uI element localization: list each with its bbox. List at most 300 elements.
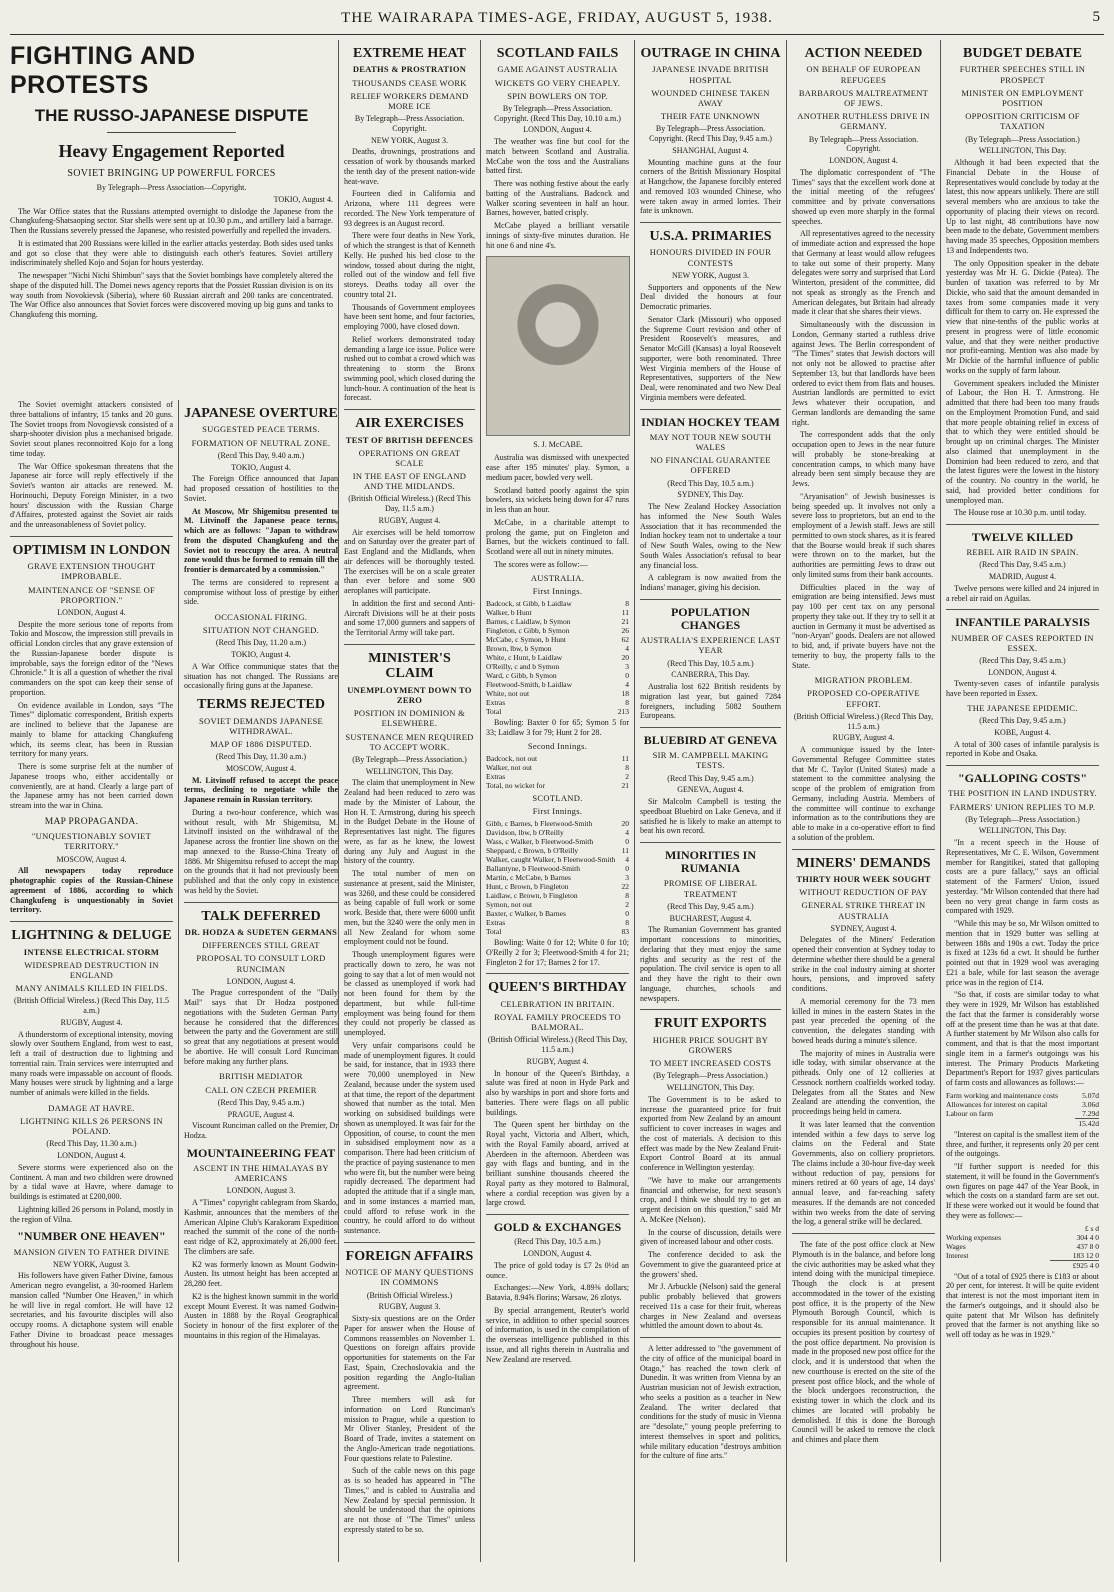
dispute-headline: THE RUSSO-JAPANESE DISPUTE bbox=[34, 106, 309, 125]
overture-credit: (Recd This Day, 9.40 a.m.) bbox=[217, 450, 305, 460]
firing-credit: (Recd This Day, 11.20 a.m.) bbox=[215, 638, 307, 648]
outrage-dateline: SHANGHAI, August 4. bbox=[672, 145, 749, 155]
article-paragraph: Senator Clark (Missouri) who opposed the Supreme Court revision and other of President Roosevelt's measures, and Senator McGill (Kansas) a loyal Roosevelt supporter, were both renominated. Three West Virginia members of the House of Representatives, supporters of the New Deal, were renominated and two New Deal Virginia members were defeated. bbox=[640, 314, 781, 402]
queen-sub: ROYAL FAMILY PROCEEDS TO BALMORAL. bbox=[494, 1011, 621, 1033]
terms-credit: (Recd This Day, 11.30 a.m.) bbox=[215, 752, 307, 762]
air-dateline: RUGBY, August 4. bbox=[378, 515, 441, 525]
table-row: Gibb, c Barnes, b Fleetwood-Smith 20 bbox=[486, 819, 629, 829]
table-row: 15.42d bbox=[946, 1118, 1099, 1128]
article-paragraph: The claim that unemployment in New Zealand had been reduced to zero was made by the Minister of Labour, the Hon H. T. Armstrong, during his speech in the Budget Debate in the House of Representatives last night. The figures were, as far as he knew, the lowest during any July and August in the history of the country. bbox=[344, 778, 475, 866]
article-paragraph: The majority of mines in Australia were idle today, with similar observance at the pitheads. Only one of 12 collieries at Cessnock northern coalfields worked today. Delegates from all the States and New Zealand are attending the convention, the proceedings being held in camera. bbox=[792, 1048, 935, 1117]
dispute-deck: SOVIET BRINGING UP POWERFUL FORCES bbox=[67, 168, 276, 179]
miners-sub: THIRTY HOUR WEEK SOUGHT bbox=[796, 873, 931, 884]
article-paragraph: Fourteen died in California and Arizona, where 111 degrees were recorded. The New York temperature of 93 degrees is an August record. bbox=[344, 189, 475, 228]
table-row: Brown, lbw, b Symon 4 bbox=[486, 644, 629, 654]
heaven-headline: "NUMBER ONE HEAVEN" bbox=[17, 1229, 166, 1244]
foreign-sub: NOTICE OF MANY QUESTIONS IN COMMONS bbox=[345, 1267, 474, 1288]
map-sub: "UNQUESTIONABLY SOVIET TERRITORY." bbox=[31, 831, 152, 852]
article-paragraph: Twelve persons were killed and 24 injured in a rebel air raid on Aguilas. bbox=[946, 583, 1099, 603]
miners-sub: GENERAL STRIKE THREAT IN AUSTRALIA bbox=[801, 900, 926, 921]
photo-caption: S. J. McCABE. bbox=[533, 440, 583, 450]
table-row: Walker, caught Walker, b Fleetwood-Smith 4 bbox=[486, 855, 629, 865]
article-paragraph: The diplomatic correspondent of "The Times" says that the excellent work done at the initial meeting of the refugees' committee and by private conversations showed up even more sharply in the formal speeches. bbox=[792, 167, 935, 226]
article-paragraph: Mounting machine guns at the four corners of the British Missionary Hospital at Hangchow, the Japanese forcibly entered and removed 103 wounded Chinese, who were taken away in armed lorries. Their fate is unknown. bbox=[640, 157, 781, 216]
table-row: Allowances for interest on capital 3.06d bbox=[946, 1099, 1099, 1109]
article-paragraph: The New Zealand Hockey Association has informed the New South Wales Association that it has recommended the Indian hockey team not to undertake a tour of New South Wales, owing to the New South Wales Association's refusal to bear any financial loss. bbox=[640, 502, 781, 570]
queen-credit: (British Official Wireless.) (Recd This Day, 11.5 a.m.) bbox=[487, 1035, 628, 1055]
article-paragraph: Twenty-seven cases of infantile paralysis have been reported in Essex. bbox=[946, 679, 1099, 699]
standard-farm-table bbox=[946, 1224, 1099, 1270]
banner-headline: FIGHTING AND PROTESTS bbox=[10, 42, 196, 99]
article-paragraph: A communique issued by the Inter-Governmental Refugee Committee states that Mr C. Taylor (United States) made a statement to the committee analysing the scope of the problem of emigration from Germany, including Austria. Members of the committee will continue to exchange information as to the contributions they are able to make in a co-operative effort to find a solution of the problem. bbox=[792, 745, 935, 842]
hockey-credit: (Recd This Day, 10.5 a.m.) bbox=[667, 478, 754, 488]
column-4 bbox=[634, 40, 786, 1562]
article-paragraph: "Interest on capital is the smallest item of the three, and further, it represents only 20 per cent of the outgoings. bbox=[946, 1129, 1099, 1159]
article-paragraph: It is estimated that 200 Russians were killed in the earlier attacks yesterday. Both sides used tanks and got so close that they were able to distinguish each other's features. Soviet artillery indiscriminately shelled Kojo and Sojan for hours yesterday. bbox=[10, 238, 333, 268]
lightning-sub: WIDESPREAD DESTRUCTION IN ENGLAND bbox=[24, 959, 159, 980]
minister-sub: SUSTENANCE MEN REQUIRED TO ACCEPT WORK. bbox=[345, 731, 474, 752]
rumania-dateline: BUCHAREST, August 4. bbox=[669, 913, 752, 923]
optimism-headline: OPTIMISM IN LONDON bbox=[12, 542, 171, 558]
action-headline: ACTION NEEDED bbox=[804, 46, 923, 61]
heat-dateline: NEW YORK, August 3. bbox=[370, 135, 449, 145]
table-row: Wass, c Walker, b Fleetwood-Smith 0 bbox=[486, 837, 629, 847]
table-row: O'Reilly, c and b Symon 3 bbox=[486, 662, 629, 672]
talk-sub: PROPOSAL TO CONSULT LORD RUNCIMAN bbox=[196, 953, 326, 974]
galloping-dateline: WELLINGTON, This Day. bbox=[978, 826, 1067, 836]
article-paragraph: In addition the first and second Anti-Aircraft Divisions will be at their posts and some 17,000 gunners and sappers of the Territorial Army will take part. bbox=[344, 598, 475, 638]
queen-headline: QUEEN'S BIRTHDAY bbox=[488, 980, 627, 996]
bluebird-headline: BLUEBIRD AT GENEVA bbox=[643, 733, 778, 748]
column-6 bbox=[940, 40, 1104, 1562]
twelve-sub: REBEL AIR RAID IN SPAIN. bbox=[966, 547, 1079, 558]
firing-dateline: TOKIO, August 4. bbox=[231, 650, 291, 660]
article-paragraph: A cablegram is now awaited from the Indians' manager, giving his decision. bbox=[640, 573, 781, 593]
article-paragraph: "If further support is needed for this statement, it will be found in the Government's own figures on page 447 of the Year Book, in which the costs on a standard farm are set out. If these were worked out it would be found that they were as follows:— bbox=[946, 1162, 1099, 1220]
article-paragraph: A memorial ceremony for the 73 men killed in mines in the eastern States in the past year preceded the opening of the convention, the delegates standing with bowed heads during a minute's silence. bbox=[792, 996, 935, 1045]
mountain-dateline: LONDON, August 3. bbox=[226, 1186, 296, 1196]
article-paragraph: Scotland batted poorly against the spin bowlers, six wickets being down for 47 runs in less than an hour. bbox=[486, 485, 629, 515]
sco-scorecard bbox=[486, 819, 629, 936]
page-number: 5 bbox=[1092, 9, 1100, 25]
fruit-sub: HIGHER PRICE SOUGHT BY GROWERS bbox=[652, 1034, 769, 1055]
gold-credit: (Recd This Day, 10.5 a.m.) bbox=[514, 1237, 601, 1247]
primaries-headline: U.S.A. PRIMARIES bbox=[649, 229, 772, 245]
talk-sub: DR. HODZA & SUDETEN GERMANS bbox=[184, 926, 338, 937]
optimism-sub: MAINTENANCE OF "SENSE OF PROPORTION." bbox=[27, 584, 156, 605]
mountain-headline: MOUNTAINEERING FEAT bbox=[186, 1145, 336, 1160]
air-sub: TEST OF BRITISH DEFENCES bbox=[345, 434, 474, 445]
article-paragraph: Relief workers demonstrated today demanding a large ice issue. Police were rushed out to combat a crowd which was threatening to storm the Bronx swimming pool, which closed during the lunch-hour. A continuation of the heat is forecast. bbox=[344, 334, 475, 403]
table-row: Wages 437 8 0 bbox=[946, 1241, 1099, 1251]
fruit-dateline: WELLINGTON, This Day. bbox=[666, 1083, 755, 1093]
rumania-sub: PROMISE OF LIBERAL TREATMENT bbox=[663, 878, 758, 899]
outrage-sub: WOUNDED CHINESE TAKEN AWAY bbox=[651, 87, 770, 108]
optimism-sub: GRAVE EXTENSION THOUGHT IMPROBABLE. bbox=[27, 561, 156, 582]
aus-second: Second Innings. bbox=[527, 740, 588, 751]
masthead-title: THE WAIRARAPA TIMES-AGE, FRIDAY, AUGUST 5, 1938. bbox=[341, 10, 773, 26]
article-paragraph: Delegates of the Miners' Federation opened their convention at Sydney today to determine whether there should be a general strike in the coal industry aiming at shorter hours, pensions, and improved safety conditions. bbox=[792, 935, 935, 994]
table-row: Total 83 bbox=[486, 927, 629, 937]
article-paragraph: There is some surprise felt at the number of Japanese troops who, either accidentally or conveniently, are at hand. Clearly a large part of the Japanese army has not been carried down stream into the war in China. bbox=[10, 762, 173, 811]
engagement-subhead: Heavy Engagement Reported bbox=[58, 141, 285, 161]
article-paragraph: Air exercises will be held tomorrow and on Saturday over the greater part of East England and the Midlands, when air defences will be thoroughly tested. The exercises will be on a scale greater than ever before and some 900 aeroplanes will participate. bbox=[344, 527, 475, 596]
firing-headline: OCCASIONAL FIRING. bbox=[214, 612, 308, 623]
map-headline: MAP PROPAGANDA. bbox=[44, 816, 139, 827]
heat-credit: By Telegraph—Press Association. Copyright. bbox=[354, 114, 465, 133]
overture-sub: FORMATION OF NEUTRAL ZONE. bbox=[191, 437, 331, 448]
table-row: Badcock, st Gibb, b Laidlaw 8 bbox=[486, 599, 629, 609]
primaries-dateline: NEW YORK, August 3. bbox=[671, 270, 750, 280]
air-credit: (British Official Wireless.) (Recd This Day, 11.5 a.m.) bbox=[348, 494, 471, 514]
action-sub: BARBAROUS MALTREATMENT OF JEWS. bbox=[798, 87, 929, 108]
article-paragraph: By special arrangement, Reuter's world service, in addition to other special sources of information, is used in the compilation of the overseas intelligence published in this issue, and all rights therein in Australia and New Zealand are reserved. bbox=[486, 1305, 629, 1364]
article-paragraph: The Queen spent her birthday on the Royal yacht, Victoria and Albert, which, with the Royal Family aboard, arrived at Aberdeen in the afternoon. Aberdeen was gay with flags and bunting, and in the brilliant sunshine thousands cheered the Royal party as they motored to Balmoral, where a cordial reception was given by a large crowd. bbox=[486, 1120, 629, 1208]
sco-innings: First Innings. bbox=[532, 805, 583, 816]
article-paragraph: Such of the cable news on this page as is so headed has appeared in "The Times," and is cabled to Australia and New Zealand by special permission. It should be understood that the opinions are not those of "The Times" unless expressly stated to be so. bbox=[344, 1466, 475, 1534]
heaven-dateline: NEW YORK, August 3. bbox=[52, 1259, 131, 1269]
table-row: Walker, not out 8 bbox=[486, 762, 629, 772]
budget-headline: BUDGET DEBATE bbox=[963, 46, 1082, 61]
mediator-credit: (Recd This Day, 9.45 a.m.) bbox=[217, 1097, 305, 1107]
article-paragraph: K2 was formerly known as Mount Godwin-Austen. Its utmost height has been accepted at 28,280 feet. bbox=[184, 1259, 338, 1289]
budget-sub: OPPOSITION CRITICISM OF TAXATION bbox=[965, 111, 1080, 132]
galloping-sub: THE POSITION IN LAND INDUSTRY. bbox=[948, 788, 1097, 799]
article-paragraph: Thousands of Government employees have been sent home, and four factories, employing 7000, have closed down. bbox=[344, 302, 475, 332]
terms-sub: SOVIET DEMANDS JAPANESE WITHDRAWAL. bbox=[198, 715, 324, 736]
article-paragraph: The War Office spokesman threatens that the Japanese air force will reply effectively if the Soviet's wanton air attacks are renewed. M. Horinouchi, Deputy Foreign Minister, in a two hours' discussion with the Russian Charge d'Affaires, protested against the Soviet air raids and the unreasonableness of Soviet policy. bbox=[10, 461, 173, 529]
minister-sub: UNEMPLOYMENT DOWN TO ZERO bbox=[347, 684, 472, 705]
table-row: Working expenses 304 4 0 bbox=[946, 1232, 1099, 1242]
scotland-sub: GAME AGAINST AUSTRALIA bbox=[497, 64, 618, 75]
overture-sub: SUGGESTED PEACE TERMS. bbox=[202, 424, 320, 435]
outrage-sub: JAPANESE INVADE BRITISH HOSPITAL bbox=[652, 64, 769, 85]
aus-innings: First Innings. bbox=[532, 585, 583, 596]
foreign-credit: (British Official Wireless.) bbox=[366, 1290, 453, 1300]
primaries-sub: HONOURS DIVIDED IN FOUR CONTESTS bbox=[649, 247, 772, 268]
air-headline: AIR EXERCISES bbox=[355, 416, 464, 432]
talk-sub: DIFFERENCES STILL GREAT bbox=[202, 940, 320, 951]
action-sub: ANOTHER RUTHLESS DRIVE IN GERMANY. bbox=[797, 111, 930, 132]
article-paragraph: "Aryanisation" of Jewish businesses is being speeded up. It involves not only a severe loss to proprietors, but an end to the employment of a Jewish staff. Jews are still permitted to own stock shares, as it is feared that the Bourse would break if such shares were thrown on to the market, but the authorities are permitting Jews to draw out only limited sums from their bank accounts. bbox=[792, 491, 935, 579]
article-paragraph: On evidence available in London, says "The Times'" diplomatic correspondent, British experts are inclined to believe that the Japanese are mainly to blame for attacking Changkufeng which, its seems clear, has been in Russian territory for many years. bbox=[10, 700, 173, 759]
article-paragraph: In the course of discussion, details were given of increased labour and other costs. bbox=[640, 1227, 781, 1247]
mediator-sub: CALL ON CZECH PREMIER bbox=[205, 1084, 317, 1095]
masthead bbox=[10, 0, 1104, 35]
paralysis-credit: (Recd This Day, 9.45 a.m.) bbox=[979, 655, 1066, 665]
twelve-dateline: MADRID, August 4. bbox=[988, 572, 1057, 582]
minister-dateline: WELLINGTON, This Day. bbox=[365, 766, 454, 776]
bluebird-credit: (Recd This Day, 9.45 a.m.) bbox=[667, 773, 754, 783]
column-5 bbox=[786, 40, 940, 1562]
outrage-headline: OUTRAGE IN CHINA bbox=[640, 46, 781, 61]
table-row: Ballantyne, b Fleetwood-Smith 0 bbox=[486, 864, 629, 874]
article-paragraph: "In a recent speech in the House of Representatives, Mr C. E. Wilson, Government member for Rangitikei, stated that galloping costs are a pure fallacy," says an official statement of the Farmers' Union, issued yesterday. "Mr Wilson contended that there had been no very great change in farm costs as compared with 1929. bbox=[946, 838, 1099, 916]
foreign-dateline: RUGBY, August 3. bbox=[378, 1302, 441, 1312]
budget-sub: FURTHER SPEECHES STILL IN PROSPECT bbox=[959, 64, 1086, 85]
article-paragraph: There were four deaths in New York, of which the strangest is that of Kenneth Kelly. He pushed his bed close to the window, tossed about during the night, rolled out of the window and fell five storeys. Deaths today all over the country total 21. bbox=[344, 231, 475, 299]
lightning-sub: INTENSE ELECTRICAL STORM bbox=[23, 946, 160, 957]
table-row: Extras 8 bbox=[486, 698, 629, 708]
scotland-credit: By Telegraph—Press Association. Copyright. (Recd This Day, 10.10 a.m.) bbox=[494, 103, 621, 123]
article-paragraph: The only Opposition speaker in the debate yesterday was Mr H. G. Dickie (Patea). The burden of taxation was referred to by Mr Dickie, who said that the amount demanded in taxes from some companies made it very difficult for them to carry on. He expressed the view that nine-tenths of the public works at present in progress were of little economic value, and that they were neither productive nor profit-earning. Mention was also made by Mr Dickie of the harmful influence of public works on the supply of farm labour. bbox=[946, 258, 1099, 375]
terms-dateline: MOSCOW, August 4. bbox=[226, 763, 296, 773]
article-paragraph: The fate of the post office clock at New Plymouth is in the balance, and before long the civic authorities may be asked what they intend doing with the municipal timepiece. Though the clock is at present accommodated in the tower of the existing post office, it is the property of the New Plymouth Borough Council, which is responsible for its annual maintenance. It occupies its present position by courtesy of the post office department. No provision is made in the proposed new post office for the clock, and it is understood that when the new courthouse is erected on the site of the present post office block, and the whole of the block undergoes reconstruction, the existing tower in which the clock and its chimes are located will probably be demolished. If this is done the Borough Council will be asked to remove the clock and chimes and place them bbox=[792, 1240, 935, 1445]
heat-sub: DEATHS & PROSTRATION bbox=[352, 64, 467, 75]
table-row: Labour on farm 7.29d bbox=[946, 1108, 1099, 1119]
dispute-credit: By Telegraph—Press Association—Copyright. bbox=[96, 183, 247, 192]
queen-sub: CELEBRATION IN BRITAIN. bbox=[500, 998, 615, 1009]
firing-sub: SITUATION NOT CHANGED. bbox=[202, 625, 320, 636]
article-paragraph: McCabe, in a charitable attempt to prolong the game, put on Fingleton and Barnes, but the wickets continued to fall. Scotland were all out in ninety minutes. bbox=[486, 517, 629, 557]
article-paragraph: Australia was dismissed with unexpected ease after 195 minutes' play. Symon, a medium pacer, bowled very well. bbox=[486, 453, 629, 482]
mountain-sub: ASCENT IN THE HIMALAYAS BY AMERICANS bbox=[193, 1163, 329, 1184]
bluebird-dateline: GENEVA, August 4. bbox=[677, 785, 744, 795]
article-paragraph: A "Times" copyright cablegram from Skardo, Kashmir, announces that the members of the American Alpine Club's Karakoram Expedition reached the summit of the cone of the north-east ridge of K2, approximately at 26,000 feet. The climbers are safe. bbox=[184, 1198, 338, 1256]
article-paragraph: "While this may be so, Mr Wilson omitted to mention that in 1929 butter was selling at between 188s and 190s a cwt. Today the price is fixed at 123s 6d a cwt. It should be further pointed out that in 1929 wool was averaging £21 a bale, while for last season the average price was in the region of £14. bbox=[946, 919, 1099, 987]
scotland-dateline: LONDON, August 4. bbox=[523, 125, 592, 135]
article-paragraph: "We have to make our arrangements financial and otherwise, for next season's crop, and I think we should try to get an urgent decision on this question," said Mr A. McKee (Nelson). bbox=[640, 1175, 781, 1224]
article-paragraph: The scores were as follow:— bbox=[494, 559, 588, 569]
article-paragraph: Although it had been expected that the Financial Debate in the House of Representatives would conclude by today at the latest, this now appears unlikely. There are still several members who are anxious to take the opportunity of placing their views on record. Up to last night, 48 contributions have now been made to the debate, Government members having made 35 speeches, Opposition members 13 and Independents two. bbox=[946, 158, 1099, 255]
twelve-credit: (Recd This Day, 9.45 a.m.) bbox=[979, 560, 1066, 570]
overture-dateline: TOKIO, August 4. bbox=[231, 462, 291, 472]
table-row: Barnes, c Laidlaw, b Symon 21 bbox=[486, 617, 629, 627]
lightning-headline: LIGHTNING & DELUGE bbox=[11, 928, 172, 944]
table-row: Extras 8 bbox=[486, 918, 629, 928]
article-paragraph: The War Office states that the Russians attempted overnight to dislodge the Japanese from the Changkufeng-Shatsaoping sector. Star shells were sent up at 10.30 p.m., and artillery laid a barrage. Then the Russians severely pressed the Japanese, who resisted powerfully and repelled the invaders. bbox=[10, 206, 333, 235]
paralysis-dateline: LONDON, August 4. bbox=[988, 667, 1057, 677]
budget-credit: (By Telegraph—Press Association.) bbox=[965, 134, 1080, 144]
paralysis-sub: NUMBER OF CASES REPORTED IN ESSEX. bbox=[951, 632, 1094, 653]
terms-sub: MAP OF 1886 DISPUTED. bbox=[210, 738, 312, 749]
column-3 bbox=[480, 40, 634, 1562]
heat-sub: RELIEF WORKERS DEMAND MORE ICE bbox=[350, 90, 469, 111]
gold-dateline: LONDON, August 4. bbox=[523, 1249, 592, 1259]
bluebird-sub: SIR M. CAMPBELL MAKING TESTS. bbox=[652, 750, 769, 771]
article-paragraph: Difficulties placed in the way of emigration are being intensified. Jews must pay 100 per cent tax on any personal property they take out. If they try to sell it at auction in Germany it must be advertised as "non-Aryan" goods. Dealers are not allowed to bid, and, if private buyers have not the temerity to buy, the property falls to the State. bbox=[792, 582, 935, 670]
article-paragraph: The Rumanian Government has granted important concessions to minorities, declaring that they must enjoy the same rights and security as the rest of the population. The civil service is open to all and they have the right to their own language, churches, schools and newspapers. bbox=[640, 925, 781, 1003]
article-paragraph: Lightning killed 26 persons in Poland, mostly in the region of Vilna. bbox=[10, 1204, 173, 1224]
rumania-credit: (Recd This Day, 9.45 a.m.) bbox=[667, 901, 754, 911]
migration-headline: MIGRATION PROBLEM. bbox=[814, 675, 913, 686]
map-dateline: MOSCOW, August 4. bbox=[56, 854, 127, 864]
article-paragraph: Exchanges:—New York, 4.89⅜ dollars; Batavia, 8.94⅝ florins; Warsaw, 26 zlotys. bbox=[486, 1283, 629, 1303]
article-paragraph: It was later learned that the convention intended within a few days to serve log claims on the Federal and State Governments, also on colliery proprietors. The claims include a 30-hour five-day week without reduction of pay, pensions for miners retired at 60 years of age, 14 days' annual leave, and far-reaching safety measures. If the demands are not conceded within two weeks from the date of serving the log, a general strike will be declared. bbox=[792, 1119, 935, 1227]
epidemic-dateline: KOBE, August 4. bbox=[994, 727, 1051, 737]
population-credit: (Recd This Day, 10.5 a.m.) bbox=[667, 658, 754, 668]
article-paragraph: Simultaneously with the discussion in London, Germany started a ruthless drive against Jews. The Berlin correspondent of "The Times" states that Jewish doctors will not only not be allowed to practise after September 13, but that landlords have been ordered to evict them from flats and houses. Austrian landlords are permitted to evict Jews whatever their occupation, and German landlords are demanding the same right. bbox=[792, 320, 935, 427]
column-2 bbox=[338, 40, 480, 1562]
article-paragraph: There was nothing festive about the early batting of the Australians. Badcock and Walker scoring seventeen in half an hour. Barnes, however, batted crisply. bbox=[486, 179, 629, 218]
fruit-sub: TO MEET INCREASED COSTS bbox=[649, 1058, 772, 1069]
article-paragraph: K2 is the highest known summit in the world except Mount Everest. It was named Godwin-Austen in 1888 by the Royal Geographical Society in honour of the first explorer of the mountains in this region of the Himalayas. bbox=[184, 1291, 338, 1340]
table-row: Sheppard, c Brown, b O'Reilly 11 bbox=[486, 846, 629, 856]
miners-headline: MINERS' DEMANDS bbox=[796, 855, 931, 871]
action-sub: ON BEHALF OF EUROPEAN REFUGEES bbox=[806, 64, 921, 85]
article-paragraph: Government speakers included the Minister of Labour, the Hon H. T. Armstrong. He admitted that there had been too many frauds on the Employment Promotion Fund, and said that more people obtaining relief in excess of that to which they were entitled should be brought up on criminal charges. The Minister also claimed that unemployment in the Dominion had been reduced to zero, and that the latest figures were the lowest in the history of the country. No country in the world, he said, had provided better conditions for unemployed man. bbox=[946, 378, 1099, 505]
paralysis-headline: INFANTILE PARALYSIS bbox=[955, 615, 1090, 630]
article-paragraph: The Foreign Office announced that Japan had proposed cessation of hostilities to the Soviet. bbox=[184, 474, 338, 503]
article-paragraph: The terms are considered to represent a compromise without loss of prestige by either side. bbox=[184, 577, 338, 607]
article-paragraph: The price of gold today is £7 2s 0½d an ounce. bbox=[486, 1260, 629, 1280]
article-paragraph: Viscount Runciman called on the Premier, Dr Hodza. bbox=[184, 1121, 338, 1141]
population-sub: AUSTRALIA'S EXPERIENCE LAST YEAR bbox=[640, 635, 781, 656]
article-paragraph: The House rose at 10.30 p.m. until today. bbox=[954, 508, 1087, 518]
budget-sub: MINISTER ON EMPLOYMENT POSITION bbox=[961, 87, 1084, 108]
minister-headline: MINISTER'S CLAIM bbox=[368, 650, 451, 682]
galloping-credit: (By Telegraph—Press Association.) bbox=[965, 814, 1080, 824]
action-dateline: LONDON, August 4. bbox=[829, 156, 898, 166]
sco-title: SCOTLAND. bbox=[532, 792, 583, 803]
table-row: White, not out 18 bbox=[486, 689, 629, 699]
population-headline: POPULATION CHANGES bbox=[670, 604, 751, 632]
article-paragraph: The weather was fine but cool for the match between Scotland and Australia. McCabe won the toss and the Australians batted first. bbox=[486, 137, 629, 176]
article-paragraph: M. Litvinoff refused to accept the peace terms, declining to negotiate while the Japanese remain in Russian territory. bbox=[184, 775, 338, 805]
population-dateline: CANBERRA, This Day. bbox=[671, 670, 750, 680]
aus-scorecard bbox=[486, 599, 629, 716]
article-paragraph: In honour of the Queen's Birthday, a salute was fired at noon in Hyde Park and also by warships in port and shore forts and batteries. There were flags on all public buildings. bbox=[486, 1068, 629, 1117]
havre-headline: DAMAGE AT HAVRE. bbox=[48, 1102, 135, 1113]
article-paragraph: Three members will ask for information on Lord Runciman's mission to Prague, while a question to Mr Oliver Stanley, President of the Board of Trade, invites a statement on the Anglo-American trade negotiations. Four questions relate to Palestine. bbox=[344, 1395, 475, 1463]
scotland-sub: SPIN BOWLERS ON TOP. bbox=[507, 90, 608, 101]
lightning-dateline: RUGBY, August 4. bbox=[60, 1017, 123, 1027]
article-paragraph: McCabe played a brilliant versatile innings of sixty-five minutes duration. He hit one 6 and nine 4's. bbox=[486, 221, 629, 250]
article-paragraph: All representatives agreed to the necessity of immediate action and expressed the hope that Germany at least would allow refugees to take out some of their property. Many delegates were sorry and surprised that Lord Winterton, president of the committee, did not speak as strongly as the French and American delegates, but Britain had already made it clear that she shares their views. bbox=[792, 229, 935, 317]
overture-headline: JAPANESE OVERTURE bbox=[184, 406, 338, 421]
table-row: Walker, b Hunt 11 bbox=[486, 608, 629, 618]
epidemic-headline: THE JAPANESE EPIDEMIC. bbox=[967, 702, 1078, 713]
havre-credit: (Recd This Day, 11.30 a.m.) bbox=[46, 1139, 137, 1149]
outrage-sub: THEIR FATE UNKNOWN bbox=[660, 111, 761, 122]
article-paragraph: Mr J. Arbuckle (Nelson) said the general public probably believed that growers received 11s a case for their fruit, whereas charges in New Zealand and overseas whittled the amount down to about 4s. bbox=[640, 1282, 781, 1331]
article-paragraph: A War Office communique states that the situation has not changed. The Russians are occasionally firing guns at the Japanese. bbox=[184, 661, 338, 691]
gold-headline: GOLD & EXCHANGES bbox=[493, 1220, 622, 1235]
talk-headline: TALK DEFERRED bbox=[201, 908, 321, 924]
column-1a bbox=[10, 400, 178, 1562]
article-paragraph: The Government is to be asked to increase the guaranteed price for fruit exported from New Zealand by an amount sufficient to cover increases in wages and the cost of materials. A decision to this effect was made by the New Zealand Fruit-Export Control Board at its annual conference in Wellington yesterday. bbox=[640, 1094, 781, 1173]
article-paragraph: A letter addressed to "the government of the city of office of the municipal board in Otago," has reached the town clerk of Dunedin. It was written from Vienna by an Austrian musician not of Jewish extraction, who seeks a position as a teacher in New Zealand. The writer declared that conditions for the study of music in Vienna are "desolate," young people preferring to interest themselves in sport and politics, while military education "destroys ambition for the culture of fine arts." bbox=[640, 1344, 781, 1461]
twelve-headline: TWELVE KILLED bbox=[971, 530, 1074, 545]
article-paragraph: At Moscow, Mr Shigemitsu presented to M. Litvinoff the Japanese peace terms, which are as follows: "Japan to withdraw from the disputed Changkufeng and the Soviet not to reoccupy the area. A neutral zone would thus be formed to remain till the frontier is demarcated by a commission." bbox=[184, 506, 338, 575]
column-1 bbox=[10, 40, 338, 1562]
aus-bowling: Bowling: Baxter 0 for 65; Symon 5 for 33; Laidlaw 3 for 79; Hunt 2 for 28. bbox=[486, 718, 629, 737]
table-row: Badcock, not out 11 bbox=[486, 753, 629, 763]
migration-credit: (British Official Wireless.) (Recd This Day, 11.5 a.m.) bbox=[793, 711, 934, 731]
article-paragraph: All newspapers today reproduce photographic copies of the Russian-Chinese agreement of 1886, according to which Changkufeng is unquestionably in Soviet territory. bbox=[10, 866, 173, 915]
table-row: Davidson, lbw, b O'Reilly 4 bbox=[486, 828, 629, 838]
terms-headline: TERMS REJECTED bbox=[197, 697, 325, 713]
table-row: £925 4 0 bbox=[946, 1260, 1099, 1270]
table-row: Total 213 bbox=[486, 707, 629, 717]
table-row: Fleetwood-Smith, b Laidlaw 4 bbox=[486, 680, 629, 690]
table-row: Interest 183 12 0 bbox=[946, 1250, 1099, 1260]
column-1b bbox=[178, 400, 338, 1562]
table-row: £ s d bbox=[1084, 1223, 1099, 1233]
galloping-sub: FARMERS' UNION REPLIES TO M.P. bbox=[949, 801, 1096, 812]
article-paragraph: Though unemployment figures were practically down to zero, he was not going to say that a lot of men would not be classed as unemployed if work had not been found for them by the department, but while full-time employment was being found for them they could not properly be classed as unemployed. bbox=[344, 950, 475, 1038]
article-paragraph: During a two-hour conference, which was without result, with Mr Shigemitsu, M. Litvinoff insisted on the withdrawal of the Japanese across the frontier line shown on the map annexed to the Russo-China Treaty of 1886. Mr Shigemitsu refused to accept the map on the grounds that it had not previously been published and that the only copy in existence was held by the Soviet. bbox=[184, 807, 338, 895]
article-paragraph: A total of 300 cases of infantile paralysis is reported in Kobe and Osaka. bbox=[946, 739, 1099, 759]
havre-dateline: LONDON, August 4. bbox=[57, 1151, 126, 1161]
minister-credit: (By Telegraph—Press Association.) bbox=[352, 754, 467, 764]
article-paragraph: The total number of men on sustenance at present, said the Minister, was 3260, and these could be considered as being capable of full work or some work. Beside that, there were 6000 unfit men, but the 3240 were the only men in all New Zealand for whom some employment could not be found. bbox=[344, 869, 475, 947]
mediator-dateline: PRAGUE, August 4. bbox=[227, 1109, 295, 1119]
article-paragraph: Deaths, drownings, prostrations and cessation of work by thousands marked the tenth day of the present nation-wide heat-wave. bbox=[344, 147, 475, 186]
hockey-sub: NO FINANCIAL GUARANTEE OFFERED bbox=[650, 455, 771, 476]
scotland-sub: WICKETS GO VERY CHEAPLY. bbox=[494, 77, 621, 88]
heaven-sub: MANSION GIVEN TO FATHER DIVINE bbox=[13, 1246, 170, 1257]
table-row: Extras 2 bbox=[486, 771, 629, 781]
article-paragraph: Despite the more serious tone of reports from Tokio and Moscow, the impression still prevails in official London circles that any grave extension of the Russian-Japanese border dispute is improbable, says the foreign editor of the "News Chronicle." It is all a question of whether the rival commanders on the spot can keep their sense of proportion. bbox=[10, 619, 173, 697]
article-paragraph: "Out of a total of £925 there is £183 or about 20 per cent, for interest. It will be quite evident that interest is not the most important item in the farmer's outgoings, and it should also be quite patent that Mr Wilson has definitely proved that the farmer is not anything like so well off today as he was in 1929." bbox=[946, 1271, 1099, 1340]
hockey-headline: INDIAN HOCKEY TEAM bbox=[641, 414, 780, 429]
article-paragraph: Severe storms were experienced also on the Continent. A man and two children were drowned by a tidal wave at Havre, where damage to buildings is estimated at £200,000. bbox=[10, 1162, 173, 1202]
havre-sub: LIGHTNING KILLS 26 PERSONS IN POLAND. bbox=[20, 1115, 163, 1137]
table-row: Total, no wicket for 21 bbox=[486, 780, 629, 790]
article-paragraph: Australia lost 622 British residents by migration last year, but gained 7284 foreigners, including 5082 Southern Europeans. bbox=[640, 682, 781, 721]
mediator-headline: BRITISH MEDIATOR bbox=[219, 1071, 303, 1082]
action-credit: By Telegraph—Press Association. Copyright. bbox=[808, 134, 919, 154]
table-row: Farm working and maintenance costs 5.07d bbox=[946, 1090, 1099, 1100]
minister-sub: POSITION IN DOMINION & ELSEWHERE. bbox=[353, 708, 466, 729]
article-paragraph: A thunderstorm of exceptional intensity, moving slowly over Southern England, from west to east, left a trail of destruction due to lightning and torrential rain. Train services were interrupted and many roads were impassable on account of floods. Many houses were struck by lightning and a large number of animals were killed in the fields. bbox=[10, 1029, 174, 1098]
hockey-sub: MAY NOT TOUR NEW SOUTH WALES bbox=[649, 431, 772, 452]
migration-dateline: RUGBY, August 4. bbox=[832, 733, 895, 743]
migration-sub: PROPOSED CO-OPERATIVE EFFORT. bbox=[807, 688, 920, 709]
article-paragraph: The correspondent adds that the only occupation open to Jews in the near future will probably be stone-breaking at concentration camps, to which many have already been sent simply because they are Jews. bbox=[792, 430, 935, 489]
sco-bowling: Bowling: Waite 0 for 12; White 0 for 10; O'Reilly 2 for 3; Fleetwood-Smith 4 for 21; Fingleton 2 for 17; Barnes 2 for 17. bbox=[486, 938, 629, 967]
lightning-sub: MANY ANIMALS KILLED IN FIELDS. bbox=[15, 983, 168, 994]
talk-dateline: LONDON, August 4. bbox=[226, 976, 296, 986]
table-row: Baxter, c Walker, b Barnes 0 bbox=[486, 909, 629, 919]
aus-title: AUSTRALIA. bbox=[530, 572, 585, 583]
article-paragraph: The Soviet overnight attackers consisted of three battalions of infantry, 15 tanks and 20 guns. The Soviet troops from Novogievsk consisted of a sharp-shooter division plus a mechanised brigade. Soviet scout planes reconnoitred Kojo for a long time today. bbox=[10, 400, 173, 458]
article-paragraph: Sir Malcolm Campbell is testing the speedboat Bluebird on Lake Geneva, and if satisfied he is likely to make an attempt to beat his own record. bbox=[640, 797, 781, 836]
fruit-headline: FRUIT EXPORTS bbox=[654, 1016, 767, 1032]
lightning-credit: (British Official Wireless.) (Recd This Day, 11.5 a.m.) bbox=[13, 996, 170, 1016]
miners-sub: WITHOUT REDUCTION OF PAY bbox=[799, 887, 928, 898]
epidemic-credit: (Recd This Day, 9.45 a.m.) bbox=[979, 716, 1066, 726]
table-row: Fingleton, c Gibb, b Symon 26 bbox=[486, 626, 629, 636]
miners-dateline: SYDNEY, August 4. bbox=[830, 923, 897, 933]
scotland-headline: SCOTLAND FAILS bbox=[496, 46, 619, 61]
heat-sub: THOUSANDS CEASE WORK bbox=[352, 77, 467, 88]
article-paragraph: Sixty-six questions are on the Order Paper for answer when the House of Commons reassembles on November 1. Questions on foreign affairs provide opportunities for statements on the Far East, Spain, Czechoslovakia and the position regarding the Anglo-Italian agreement. bbox=[344, 1314, 475, 1392]
budget-dateline: WELLINGTON, This Day. bbox=[978, 146, 1067, 156]
table-row: Laidlaw, c Brown, b Fingleton 8 bbox=[486, 891, 629, 901]
article-paragraph: Supporters and opponents of the New Deal divided the honours at four Democratic primaries. bbox=[640, 282, 781, 312]
dispute-dateline: TOKIO, August 4. bbox=[273, 194, 333, 204]
article-paragraph: Very unfair comparisons could be made of unemployment figures. It could be said, for instance, that in 1933 there were 70,000 unemployed in New Zealand, because under the system used at that time, the report of the department showed that number as the total. Men working on subsidised buildings were shown as unemployed. It was fair for the Opposition, of course, to count the men in subsidised employment now as a comparison. There had been criticism of the practice of paying sustenance to men who were fit, but the number were being rapidly decreased. The department had adopted the attitude that if a single man, and in some instances a married man, could afford to refuse work in the country, he could afford to do without sustenance. bbox=[344, 1040, 475, 1236]
article-paragraph: The conference decided to ask the Government to give the guaranteed price at the growers' shed. bbox=[640, 1250, 781, 1279]
article-paragraph: His followers have given Father Divine, famous American negro evangelist, a 30-roomed Harlem mansion called "Number One Heaven," in which he will live in regal comfort. He will have 12 secretaries, and his favourite disciples will also occupy rooms. A dictaphone system will enable Father Divine to broadcast peace messages throughout his house. bbox=[10, 1271, 173, 1349]
air-sub: OPERATIONS ON GREAT SCALE bbox=[358, 447, 461, 468]
table-row: Martin, c McCabe, b Barnes 3 bbox=[486, 873, 629, 883]
farm-costs-table bbox=[946, 1091, 1099, 1128]
table-row: Hunt, c Brown, b Fingleton 22 bbox=[486, 882, 629, 892]
outrage-credit: By Telegraph—Press Association. Copyright. (Recd This Day, 9.45 a.m.) bbox=[649, 124, 772, 144]
article-paragraph: The Prague correspondent of the "Daily Mail" says that Dr Hodza postponed negotiations with the Sudeten German Party because he considered that the differences between the party and the Government are still so great that any negotiations at present would be abortive. He will consult Lord Runciman before making any further plans. bbox=[184, 988, 338, 1066]
rumania-headline: MINORITIES IN RUMANIA bbox=[664, 848, 757, 876]
table-row: Ward, c Gibb, b Symon 0 bbox=[486, 671, 629, 681]
mccabe-photo bbox=[486, 256, 630, 450]
air-sub: IN THE EAST OF ENGLAND AND THE MIDLANDS. bbox=[352, 471, 467, 492]
optimism-dateline: LONDON, August 4. bbox=[57, 607, 126, 617]
fruit-credit: (By Telegraph—Press Association.) bbox=[653, 1071, 768, 1081]
table-row: McCabe, c Symon, b Hunt 62 bbox=[486, 635, 629, 645]
foreign-headline: FOREIGN AFFAIRS bbox=[345, 1248, 474, 1264]
